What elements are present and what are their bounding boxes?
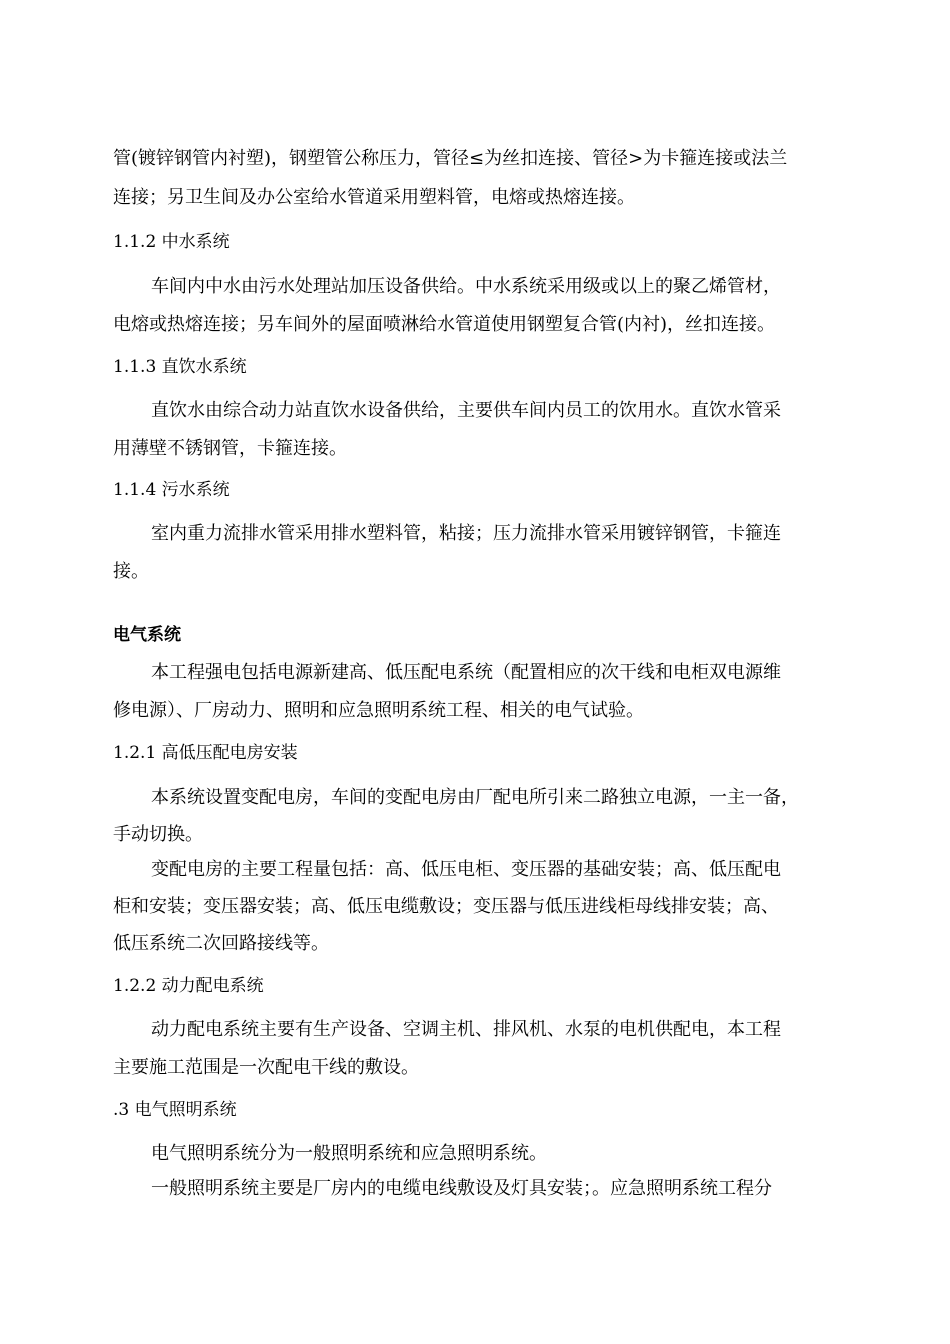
body-text-line: 管(镀锌钢管内衬塑)，钢塑管公称压力，管径≤为丝扣连接、管径>为卡箍连接或法兰 [113,148,788,169]
body-text-line: 电气照明系统分为一般照明系统和应急照明系统。 [151,1143,547,1164]
body-text-line: 车间内中水由污水处理站加压设备供给。中水系统采用级或以上的聚乙烯管材， [151,276,781,297]
body-text-line: 连接；另卫生间及办公室给水管道采用塑料管，电熔或热熔连接。 [113,187,635,208]
section-heading-1-1-2: 1.1.2 中水系统 [113,232,230,252]
body-text-line: 一般照明系统主要是厂房内的电缆电线敷设及灯具安装；。应急照明系统工程分 [151,1178,772,1199]
body-text-line: 修电源）、厂房动力、照明和应急照明系统工程、相关的电气试验。 [113,700,644,721]
body-text-line: 柜和安装；变压器安装；高、低压电缆敷设；变压器与低压进线柜母线排安装；高、 [113,896,779,917]
body-text-line: 主要施工范围是一次配电干线的敷设。 [113,1057,419,1078]
body-text-line: 本系统设置变配电房，车间的变配电房由厂配电所引来二路独立电源，一主一备， [151,787,799,808]
body-text-line: 动力配电系统主要有生产设备、空调主机、排风机、水泵的电机供配电，本工程 [151,1019,781,1040]
section-heading-1-2-1: 1.2.1 高低压配电房安装 [113,743,298,763]
section-heading-electrical-system: 电气系统 [113,625,181,645]
section-heading-1-1-3: 1.1.3 直饮水系统 [113,357,247,377]
body-text-line: 电熔或热熔连接；另车间外的屋面喷淋给水管道使用钢塑复合管(内衬)，丝扣连接。 [113,314,776,335]
section-heading-1-1-4: 1.1.4 污水系统 [113,480,230,500]
body-text-line: 接。 [113,561,149,582]
body-text-line: 变配电房的主要工程量包括：高、低压电柜、变压器的基础安装；高、低压配电 [151,859,781,880]
body-text-line: 室内重力流排水管采用排水塑料管，粘接；压力流排水管采用镀锌钢管，卡箍连 [151,523,781,544]
body-text-line: 低压系统二次回路接线等。 [113,933,329,954]
body-text-line: 直饮水由综合动力站直饮水设备供给，主要供车间内员工的饮用水。直饮水管采 [151,400,781,421]
body-text-line: 用薄壁不锈钢管，卡箍连接。 [113,438,347,459]
body-text-line: 本工程强电包括电源新建高、低压配电系统（配置相应的次干线和电柜双电源维 [151,662,781,683]
body-text-line: 手动切换。 [113,824,203,845]
section-heading-1-2-2: 1.2.2 动力配电系统 [113,976,264,996]
section-heading-3: .3 电气照明系统 [113,1100,237,1120]
